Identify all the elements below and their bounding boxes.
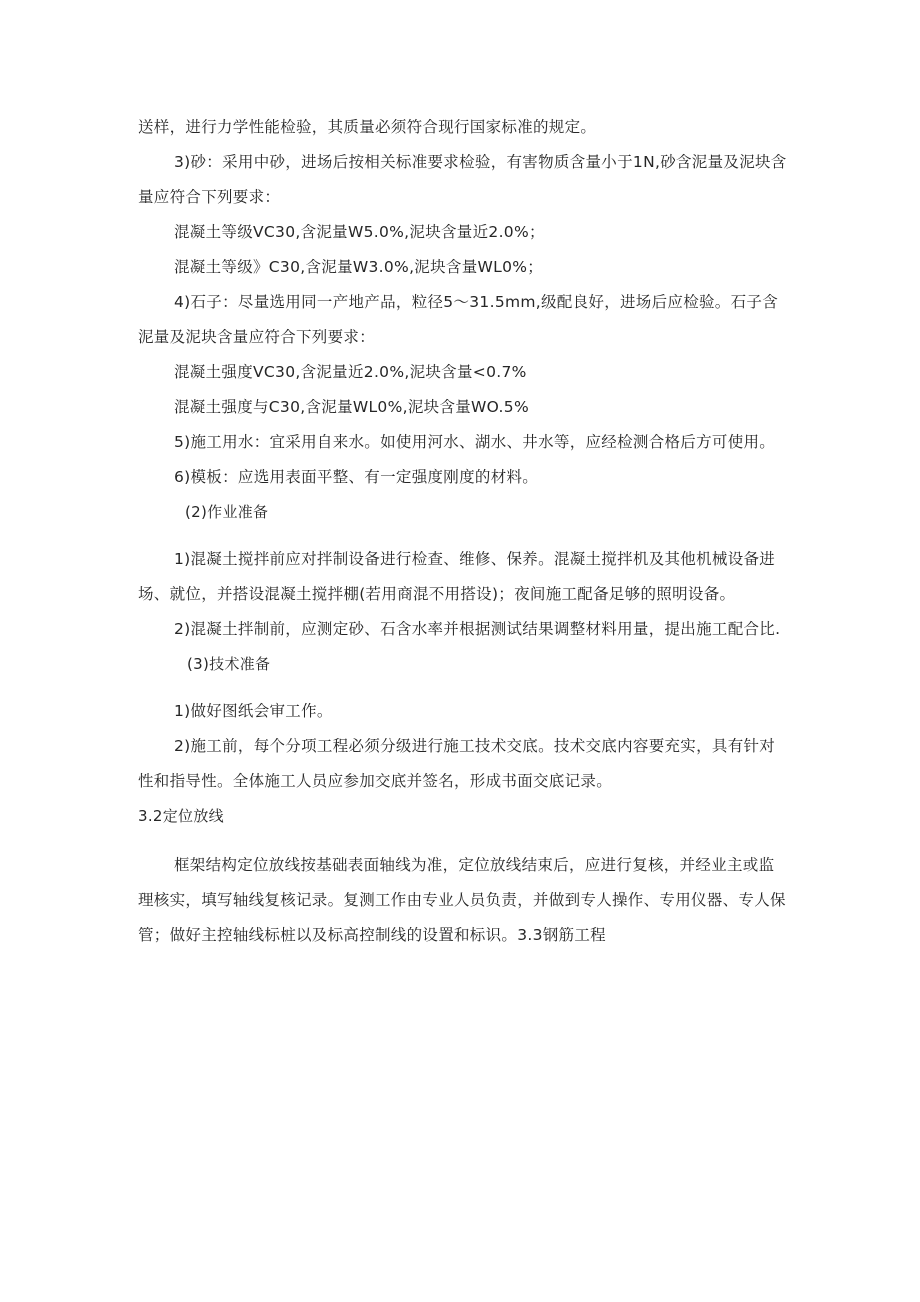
- heading-work-prep: (2)作业准备: [185, 503, 269, 521]
- heading-positioning: 3.2定位放线: [138, 807, 224, 825]
- document-body: [138, 110, 788, 953]
- paragraph-tech-briefing: 2)施工前，每个分项工程必须分级进行施工技术交底。技术交底内容要充实，具有针对性和指导性。全体施工人员应参加交底并签名，形成书面交底记录。: [138, 737, 776, 790]
- paragraph-stone-req-2: 混凝土强度与C30,含泥量WL0%,泥块含量WO.5%: [174, 398, 529, 416]
- paragraph-stone: 4)石子：尽量选用同一产地产品，粒径5～31.5mm,级配良好，进场后应检验。石子含泥量及泥块含量应符合下列要求：: [138, 293, 779, 346]
- paragraph-drawing-review: 1)做好图纸会审工作。: [174, 702, 333, 720]
- paragraph-sand-req-2: 混凝土等级》C30,含泥量W3.0%,泥块含量WL0%；: [174, 258, 544, 276]
- paragraph-mix-ratio: 2)混凝土拌制前，应测定砂、石含水率并根据测试结果调整材料用量，提出施工配合比.: [174, 620, 781, 638]
- paragraph-sand: 3)砂：采用中砂，进场后按相关标准要求检验，有害物质含量小于1N,砂含泥量及泥块含量应符合下列要求：: [138, 153, 787, 206]
- paragraph-stone-req-1: 混凝土强度VC30,含泥量近2.0%,泥块含量<0.7%: [174, 363, 527, 381]
- paragraph-formwork: 6)模板：应选用表面平整、有一定强度刚度的材料。: [174, 468, 539, 486]
- paragraph-sampling: 送样，进行力学性能检验，其质量必须符合现行国家标准的规定。: [138, 118, 597, 136]
- paragraph-sand-req-1: 混凝土等级VC30,含泥量W5.0%,泥块含量近2.0%；: [174, 223, 545, 241]
- paragraph-water: 5)施工用水：宜采用自来水。如使用河水、湖水、井水等，应经检测合格后方可使用。: [174, 433, 776, 451]
- paragraph-positioning: 框架结构定位放线按基础表面轴线为准，定位放线结束后，应进行复核，并经业主或监理核实，填写轴线复核记录。复测工作由专业人员负责，并做到专人操作、专用仪器、专人保管；做好主控轴线标桩以及标高控制线的设置和标识。3.3钢筋工程: [138, 856, 786, 944]
- heading-tech-prep: (3)技术准备: [187, 655, 271, 673]
- paragraph-mixer-check: 1)混凝土搅拌前应对拌制设备进行检查、维修、保养。混凝土搅拌机及其他机械设备进场、就位，并搭设混凝土搅拌棚(若用商混不用搭设)；夜间施工配备足够的照明设备。: [138, 550, 776, 603]
